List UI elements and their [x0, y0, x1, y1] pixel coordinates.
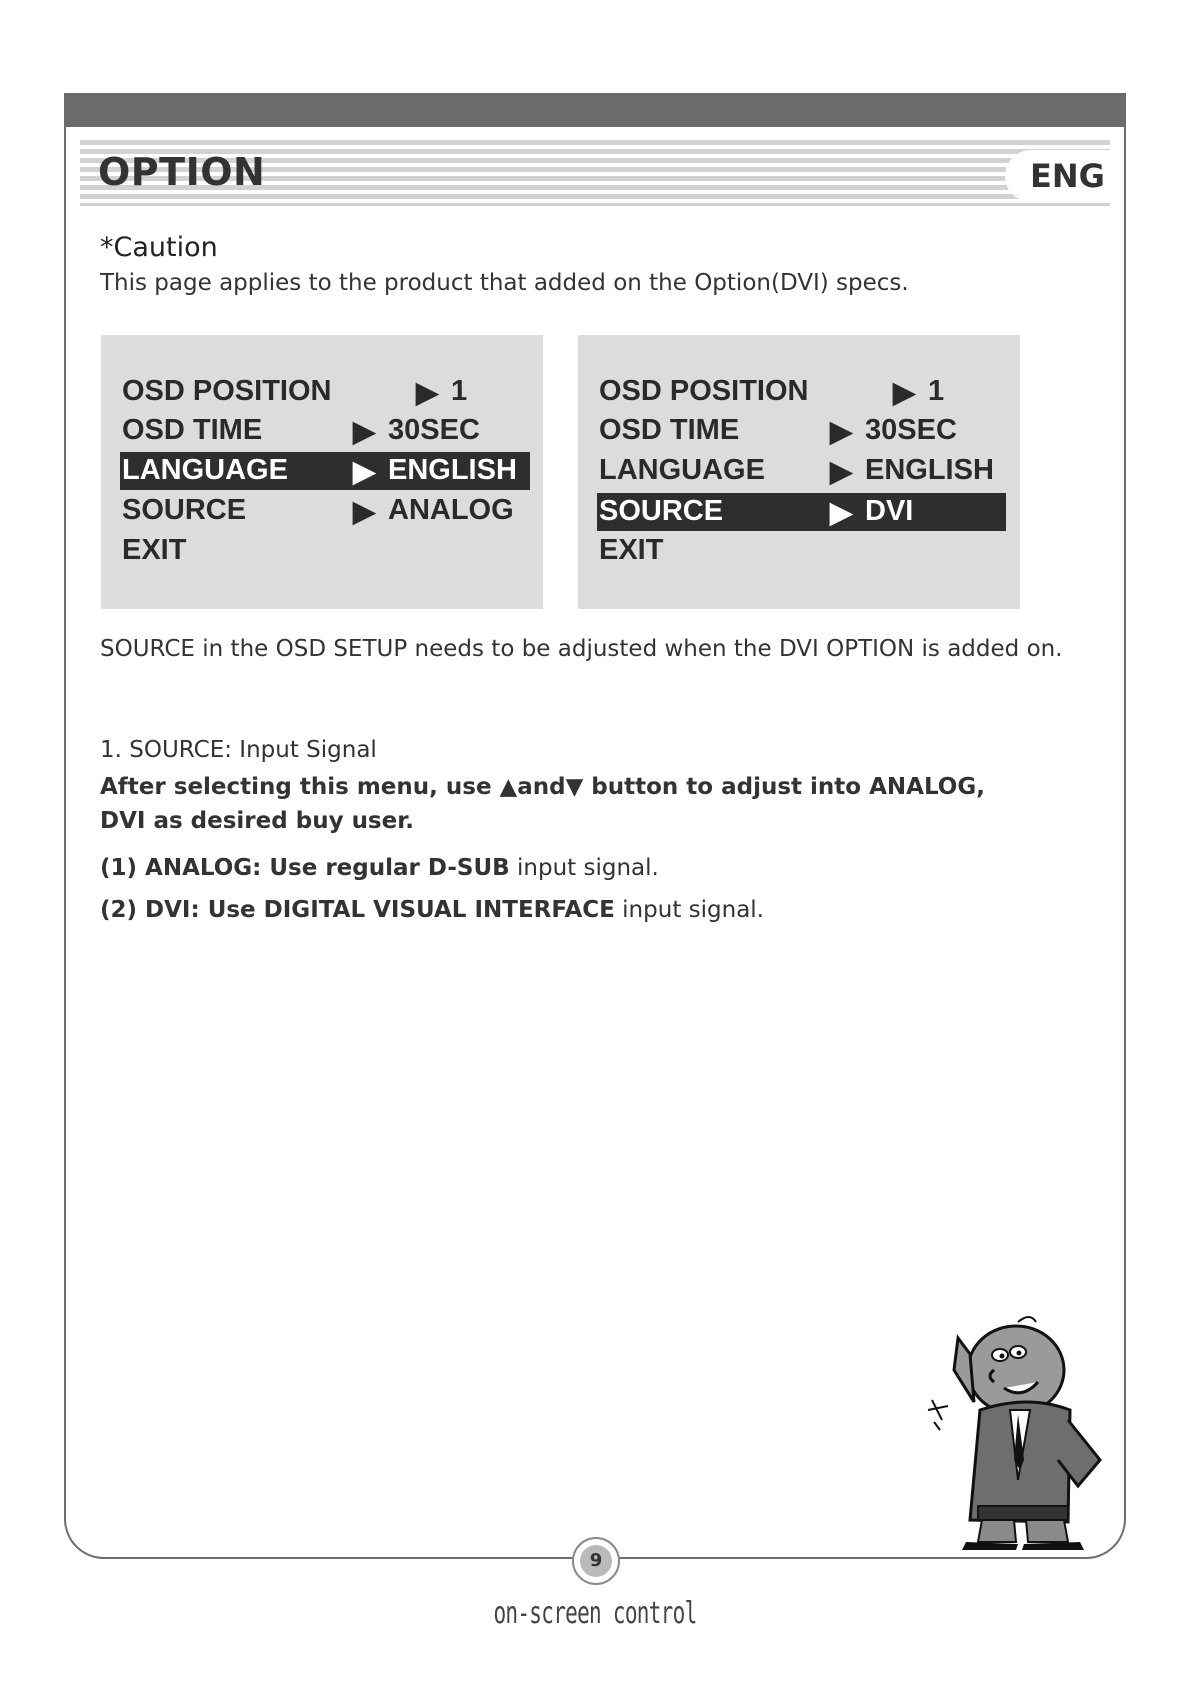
osd-row-source-selected [597, 493, 1006, 531]
page-number-badge [572, 1537, 620, 1585]
osd-value: ENGLISH [388, 454, 517, 486]
item-title: 1. SOURCE: Input Signal [100, 737, 377, 763]
play-arrow-icon: ▶ [830, 456, 853, 488]
osd-label: OSD POSITION [122, 375, 332, 407]
play-arrow-icon: ▶ [830, 416, 853, 448]
osd-row-language [597, 452, 1006, 490]
page-title: OPTION [98, 150, 266, 194]
sub-item-label: (2) DVI: Use DIGITAL VISUAL INTERFACE [100, 897, 615, 923]
play-arrow-icon: ▶ [893, 377, 916, 409]
sub-item-dvi [100, 897, 764, 923]
osd-value: 30SEC [388, 414, 480, 446]
osd-label: OSD TIME [122, 414, 263, 446]
sub-item-label: (1) ANALOG: Use regular D-SUB [100, 855, 510, 881]
item-description: After selecting this menu, use ▲and▼ button to adjust into ANALOG, DVI as desired buy user. [100, 774, 985, 834]
osd-value: 1 [451, 375, 468, 407]
osd-label: LANGUAGE [599, 454, 765, 486]
top-bar [64, 93, 1126, 127]
source-note: SOURCE in the OSD SETUP needs to be adjusted when the DVI OPTION is added on. [100, 636, 1063, 662]
osd-row-time [120, 412, 530, 450]
sub-item-text: input signal. [509, 855, 659, 881]
play-arrow-icon: ▶ [353, 496, 376, 528]
osd-row-position [597, 373, 1006, 411]
page-number: 9 [580, 1545, 612, 1577]
osd-menu-left [101, 335, 543, 609]
caution-title: *Caution [100, 232, 218, 263]
play-arrow-icon: ▶ [353, 416, 376, 448]
footer-section-label: on-screen control [493, 1596, 697, 1631]
cartoon-mascot-icon [918, 1310, 1108, 1550]
osd-label: OSD POSITION [599, 375, 809, 407]
osd-label: EXIT [599, 534, 664, 566]
osd-label: SOURCE [599, 495, 724, 527]
osd-value: ENGLISH [865, 454, 994, 486]
caution-text: This page applies to the product that added on the Option(DVI) specs. [100, 270, 909, 296]
osd-row-position [120, 373, 530, 411]
osd-row-exit [597, 532, 1006, 570]
osd-row-source [120, 492, 530, 530]
osd-label: LANGUAGE [122, 454, 288, 486]
sub-item-analog [100, 855, 659, 881]
osd-row-time [597, 412, 1006, 450]
osd-row-language-selected [120, 452, 530, 490]
osd-label: SOURCE [122, 494, 247, 526]
play-arrow-icon: ▶ [416, 377, 439, 409]
osd-value: 1 [928, 375, 945, 407]
osd-menu-right [578, 335, 1020, 609]
osd-label: OSD TIME [599, 414, 740, 446]
language-label: ENG [1030, 157, 1105, 195]
osd-value: 30SEC [865, 414, 957, 446]
osd-value: ANALOG [388, 494, 514, 526]
play-arrow-icon: ▶ [353, 456, 376, 488]
osd-label: EXIT [122, 534, 187, 566]
sub-item-text: input signal. [614, 897, 764, 923]
osd-value: DVI [865, 495, 914, 527]
osd-row-exit [120, 532, 530, 570]
play-arrow-icon: ▶ [830, 497, 853, 529]
